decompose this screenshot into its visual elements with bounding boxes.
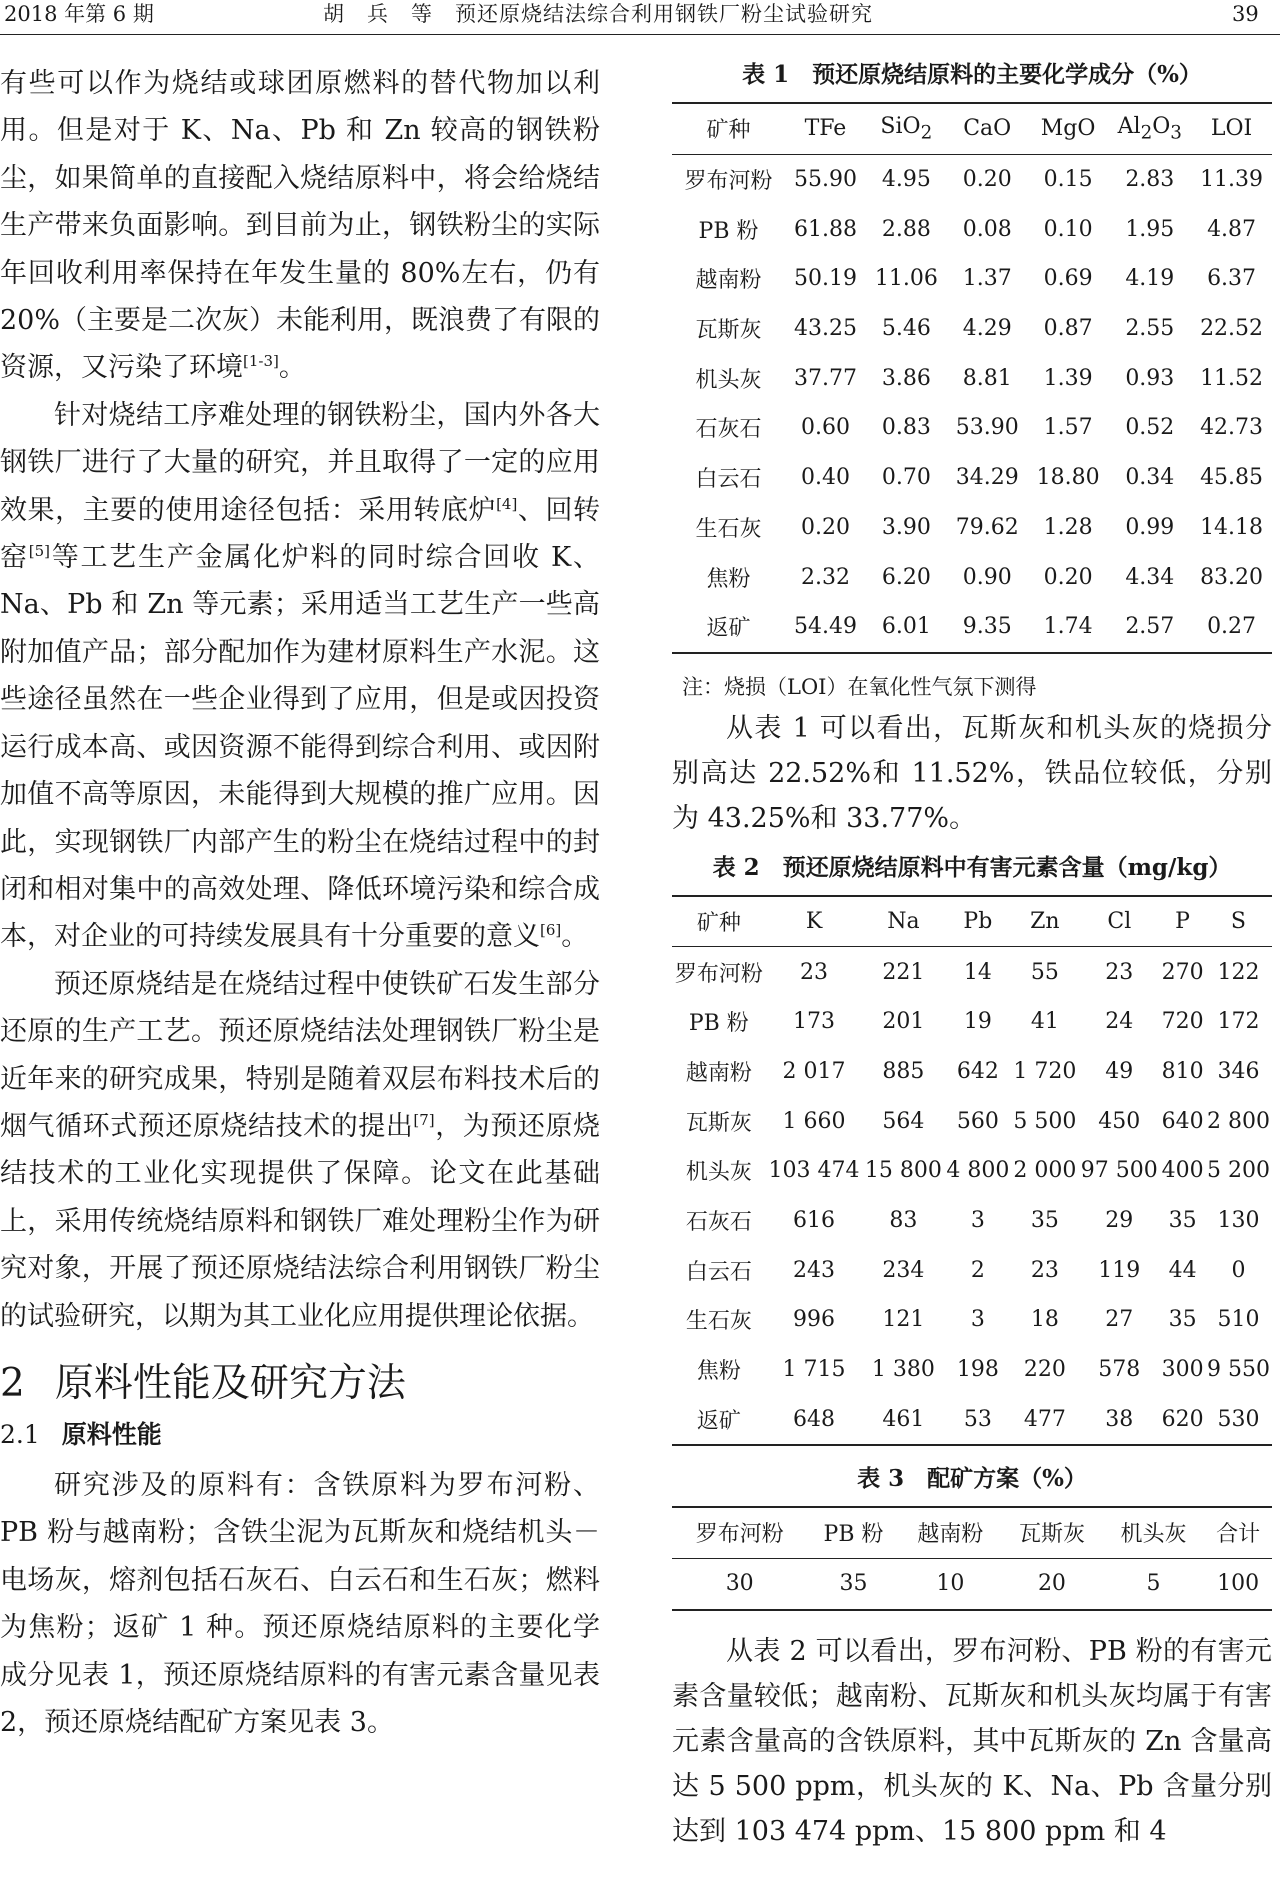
table-cell: 14 [963,959,992,985]
table-row [672,254,1272,304]
table3-row [672,1558,1272,1609]
table-cell: 79.62 [955,514,1019,540]
table-cell: 0.08 [962,216,1012,242]
table-cell: 0.20 [1043,564,1093,590]
table2 [672,895,1272,1447]
table1-caption: 表 1 预还原烧结原料的主要化学成分（%） [742,61,1202,88]
table-cell: 450 [1098,1108,1141,1134]
table-row [672,947,1272,997]
table2-header-row [672,896,1272,947]
table-cell: 35 [1030,1208,1059,1234]
table-cell: 0.10 [1043,216,1093,242]
table-cell: 620 [1161,1406,1204,1432]
table-cell: 30 [725,1571,754,1597]
column-header: 合计 [1204,1507,1272,1558]
column-header: Pb [944,896,1011,947]
table-cell: 4.34 [1125,564,1175,590]
table-cell: 220 [1023,1357,1066,1383]
row-label: 白云石 [685,1259,752,1285]
table-cell: 0.15 [1043,167,1093,193]
table-cell: 9 550 [1206,1357,1270,1383]
table-row [672,453,1272,503]
table-cell: 6.01 [881,614,931,640]
journal-issue: 2018 年第 6 期 [4,2,154,26]
table-cell: 119 [1098,1257,1141,1283]
table-cell: 0.20 [962,167,1012,193]
right-paragraph-2: 从表 2 可以看出，罗布河粉、PB 粉的有害元素含量较低；越南粉、瓦斯灰和机头灰均属于有害元素含量高的含铁原料，其中瓦斯灰的 Zn 含量高达 5 500 ppm，机头灰的 K、Na、Pb 含量分别达到 103 474 ppm、15 800 ppm 和 4 [672,1635,1272,1847]
table-cell: 234 [882,1257,925,1283]
table-row [672,1245,1272,1295]
table-cell: 15 800 [864,1158,942,1184]
column-header: Zn [1011,896,1078,947]
table-cell: 1.95 [1125,216,1175,242]
table-cell: 97 500 [1080,1158,1158,1184]
right-paragraph-1: 从表 1 可以看出，瓦斯灰和机头灰的烧损分别高达 22.52%和 11.52%，铁品位较低，分别为 43.25%和 33.77%。 [672,712,1272,834]
table-cell: 1 715 [782,1357,846,1383]
paragraph-3: 预还原烧结是在烧结过程中使铁矿石发生部分还原的生产工艺。预还原烧结法处理钢铁厂粉尘是近年来的研究成果，特别是随着双层布料技术后的烟气循环式预还原烧结技术的提出[7]，为预还原烧结技术的工业化实现提供了保障。论文在此基础上，采用传统烧结原料和钢铁厂难处理粉尘作为研究对象，开展了预还原烧结法综合利用钢铁厂粉尘的试验研究，以期为其工业化应用提供理论依据。 [0,968,601,1332]
table-cell: 0 [1231,1257,1246,1283]
table-cell: 0.90 [962,564,1012,590]
table-cell: 221 [882,959,925,985]
table-cell: 461 [882,1406,925,1432]
table-row [672,353,1272,403]
column-header: 越南粉 [900,1507,1002,1558]
row-label: 生石灰 [685,1309,752,1335]
column-header: 瓦斯灰 [1001,1507,1103,1558]
table-row [672,503,1272,553]
table-cell: 50.19 [793,266,857,292]
table-cell: 885 [882,1058,925,1084]
column-header: Na [862,896,944,947]
table-cell: 24 [1105,1009,1134,1035]
table-cell: 510 [1217,1307,1260,1333]
column-header: 矿种 [672,896,766,947]
table-row [672,1295,1272,1345]
table-cell: 1.37 [962,266,1012,292]
table-cell: 996 [793,1307,836,1333]
table-row [672,204,1272,254]
table3-header-row [672,1507,1272,1558]
table-cell: 37.77 [793,365,857,391]
table-cell: 35 [1168,1307,1197,1333]
table-row [672,154,1272,204]
table-cell: 0.52 [1125,415,1175,441]
row-label: 石灰石 [695,417,762,443]
table-cell: 1.57 [1043,415,1093,441]
table-cell: 477 [1023,1406,1066,1432]
table-cell: 29 [1105,1208,1134,1234]
right-column [672,60,1272,1854]
table-cell: 23 [1030,1257,1059,1283]
table-cell: 1 720 [1013,1058,1077,1084]
table-cell: 2.32 [800,564,850,590]
running-title: 胡 兵 等 预还原烧结法综合利用钢铁厂粉尘试验研究 [323,2,873,26]
table-cell: 9.35 [962,614,1012,640]
table-cell: 642 [956,1058,999,1084]
table1 [672,102,1272,654]
table-row [672,304,1272,354]
table-cell: 578 [1098,1357,1141,1383]
table-cell: 173 [793,1009,836,1035]
table-cell: 121 [882,1307,925,1333]
table-cell: 2.55 [1125,316,1175,342]
table-cell: 130 [1217,1208,1260,1234]
table-cell: 18 [1030,1307,1059,1333]
table-cell: 564 [882,1108,925,1134]
table-cell: 100 [1217,1571,1260,1597]
table-cell: 11.52 [1200,365,1264,391]
table-row [672,1345,1272,1395]
table-cell: 53 [963,1406,992,1432]
table-cell: 0.69 [1043,266,1093,292]
table-cell: 3.86 [881,365,931,391]
column-header: PB 粉 [807,1507,899,1558]
table-cell: 18.80 [1036,465,1100,491]
row-label: 焦粉 [696,1359,741,1385]
table-cell: 3 [970,1208,985,1234]
row-label: 罗布河粉 [674,961,763,987]
row-label: 罗布河粉 [684,169,773,195]
table-cell: 0.70 [881,465,931,491]
column-header: P [1160,896,1205,947]
column-header: 机头灰 [1103,1507,1205,1558]
citation-6[interactable]: [6] [540,921,562,940]
table-cell: 83 [889,1208,918,1234]
table-row [672,552,1272,602]
table-cell: 1.28 [1043,514,1093,540]
table-cell: 346 [1217,1058,1260,1084]
page-number: 39 [1232,2,1259,26]
table-row [672,1096,1272,1146]
table-cell: 0.20 [800,514,850,540]
table-cell: 8.81 [962,365,1012,391]
paragraph-2: 针对烧结工序难处理的钢铁粉尘，国内外各大钢铁厂进行了大量的研究，并且取得了一定的应用效果，主要的使用途径包括：采用转底炉[4]、回转窑[5]等工艺生产金属化炉料的同时综合回收 K、Na、Pb 和 Zn 等元素；采用适当工艺生产一些高附加值产品；部分配加作为建材原料生产水泥。这些途径虽然在一些企业得到了应用，但是或因投资运行成本高、或因资源不能得到综合利用、或因附加值不高等原因，未能得到大规模的推广应用。因此，实现钢铁厂内部产生的粉尘在烧结过程中的封闭和相对集中的高效处理、降低环境污染和综合成本，对企业的可持续发展具有十分重要的意义[6]。 [0,399,601,953]
table-cell: 616 [793,1208,836,1234]
row-label: 焦粉 [706,566,751,592]
table-cell: 53.90 [955,415,1019,441]
table-cell: 560 [956,1108,999,1134]
table-cell: 5 [1146,1571,1161,1597]
column-header: S [1205,896,1272,947]
column-header: 罗布河粉 [672,1507,807,1558]
table-row [672,997,1272,1047]
table-cell: 35 [1168,1208,1197,1234]
table-cell: 19 [963,1009,992,1035]
table-cell: 103 474 [768,1158,860,1184]
table-cell: 1.74 [1043,614,1093,640]
citation-7[interactable]: [7] [413,1110,435,1129]
table-cell: 1 660 [782,1108,846,1134]
table-cell: 4.19 [1125,266,1175,292]
table-cell: 23 [1105,959,1134,985]
table-row [672,1394,1272,1445]
row-label: PB 粉 [688,1011,749,1037]
row-label: 白云石 [695,467,762,493]
table-cell: 243 [793,1257,836,1283]
table-cell: 2.83 [1125,167,1175,193]
table-cell: 43.25 [793,316,857,342]
table-cell: 0.99 [1125,514,1175,540]
table-cell: 54.49 [793,614,857,640]
table-cell: 38 [1105,1406,1134,1432]
row-label: 瓦斯灰 [685,1110,752,1136]
table-cell: 23 [800,959,829,985]
table-cell: 0.60 [800,415,850,441]
table-cell: 44 [1168,1257,1197,1283]
table-cell: 4.87 [1207,216,1257,242]
row-label: 越南粉 [685,1060,752,1086]
column-header: K [766,896,863,947]
table-cell: 27 [1105,1307,1134,1333]
table-cell: 42.73 [1200,415,1264,441]
table-cell: 4.29 [962,316,1012,342]
table-cell: 270 [1161,959,1204,985]
table-cell: 1 380 [871,1357,935,1383]
row-label: 返矿 [706,616,751,642]
table-cell: 2.88 [881,216,931,242]
table-cell: 35 [839,1571,868,1597]
row-label: 石灰石 [685,1210,752,1236]
table-cell: 648 [793,1406,836,1432]
table-cell: 1.39 [1043,365,1093,391]
table-cell: 11.06 [874,266,938,292]
table-cell: 0.87 [1043,316,1093,342]
citation-5[interactable]: [5] [28,542,51,561]
paragraph-1: 有些可以作为烧结或球团原燃料的替代物加以利用。但是对于 K、Na、Pb 和 Zn 较高的钢铁粉尘，如果简单的直接配入烧结原料中，将会给烧结生产带来负面影响。到目前为止，钢铁粉尘的实际年回收利用率保持在年发生量的 80%左右，仍有 20%（主要是二次灰）未能利用，既浪费了有限的资源，又污染了环境[1-3]。 [0,68,601,384]
table-cell: 55 [1030,959,1059,985]
row-label: 生石灰 [695,516,762,542]
table-cell: 122 [1217,959,1260,985]
table-cell: 2 800 [1206,1108,1270,1134]
table-row [672,403,1272,453]
column-header: Cl [1078,896,1160,947]
table-cell: 530 [1217,1406,1260,1432]
table-cell: 400 [1161,1158,1204,1184]
table3-caption: 表 3 配矿方案（%） [857,1465,1087,1493]
table-cell: 2 017 [782,1058,846,1084]
table3 [672,1506,1272,1610]
table1-note: 注：烧损（LOI）在氧化性气氛下测得 [682,674,1037,699]
table-cell: 14.18 [1200,514,1264,540]
table-cell: 300 [1161,1357,1204,1383]
table-cell: 11.39 [1200,167,1264,193]
table-cell: 10 [936,1571,965,1597]
table-row [672,1146,1272,1196]
table-cell: 198 [956,1357,999,1383]
table-cell: 0.93 [1125,365,1175,391]
table-cell: 20 [1037,1571,1066,1597]
table-cell: 55.90 [793,167,857,193]
table-cell: 5.46 [881,316,931,342]
table-cell: 45.85 [1200,465,1264,491]
paragraph-4: 研究涉及的原料有：含铁原料为罗布河粉、PB 粉与越南粉；含铁尘泥为瓦斯灰和烧结机头－电场灰，熔剂包括石灰石、白云石和生石灰；燃料为焦粉；返矿 1 种。预还原烧结原料的主要化学成分见表 1，预还原烧结原料的有害元素含量见表 2，预还原烧结配矿方案见表 3。 [0,1469,600,1738]
table-cell: 0.27 [1207,614,1257,640]
citation-4[interactable]: [4] [496,494,518,513]
table-cell: 22.52 [1200,316,1264,342]
table-cell: 2.57 [1125,614,1175,640]
row-label: 机头灰 [695,367,762,393]
table-cell: 3.90 [881,514,931,540]
section-heading: 2 原料性能及研究方法 [0,1360,406,1406]
row-label: 机头灰 [685,1160,752,1186]
table-cell: 810 [1161,1058,1204,1084]
left-column [0,60,600,1746]
table-cell: 49 [1105,1058,1134,1084]
table-cell: 61.88 [793,216,857,242]
table-cell: 0.83 [881,415,931,441]
table-cell: 172 [1217,1009,1260,1035]
table-row [672,602,1272,653]
table-row [672,1047,1272,1097]
table2-caption: 表 2 预还原烧结原料中有害元素含量（mg/kg） [712,853,1232,881]
table-cell: 201 [882,1009,925,1035]
running-header [0,0,1280,35]
table-cell: 2 [970,1257,985,1283]
table-row [672,1196,1272,1246]
row-label: 越南粉 [695,268,762,294]
table-cell: 34.29 [955,465,1019,491]
subsection-heading: 2.1 原料性能 [0,1419,162,1449]
table-cell: 720 [1161,1009,1204,1035]
table-cell: 640 [1161,1108,1204,1134]
row-label: 瓦斯灰 [695,318,762,344]
row-label: PB 粉 [698,218,759,244]
table-cell: 4 800 [946,1158,1010,1184]
row-label: 返矿 [696,1408,741,1434]
table-cell: 2 000 [1013,1158,1077,1184]
table-cell: 83.20 [1200,564,1264,590]
table-cell: 6.37 [1207,266,1257,292]
table1-header-row: 矿种 TFe SiO$_2$ CaO MgO $Al_2O_3$ LOI [672,103,1272,154]
table-cell: 3 [970,1307,985,1333]
table-cell: 4.95 [881,167,931,193]
citation-1-3[interactable]: [1-3] [243,352,279,371]
table-cell: 5 500 [1013,1108,1077,1134]
table-cell: 5 200 [1206,1158,1270,1184]
table-cell: 0.40 [800,465,850,491]
table-cell: 0.34 [1125,465,1175,491]
table-cell: 41 [1030,1009,1059,1035]
table-cell: 6.20 [881,564,931,590]
